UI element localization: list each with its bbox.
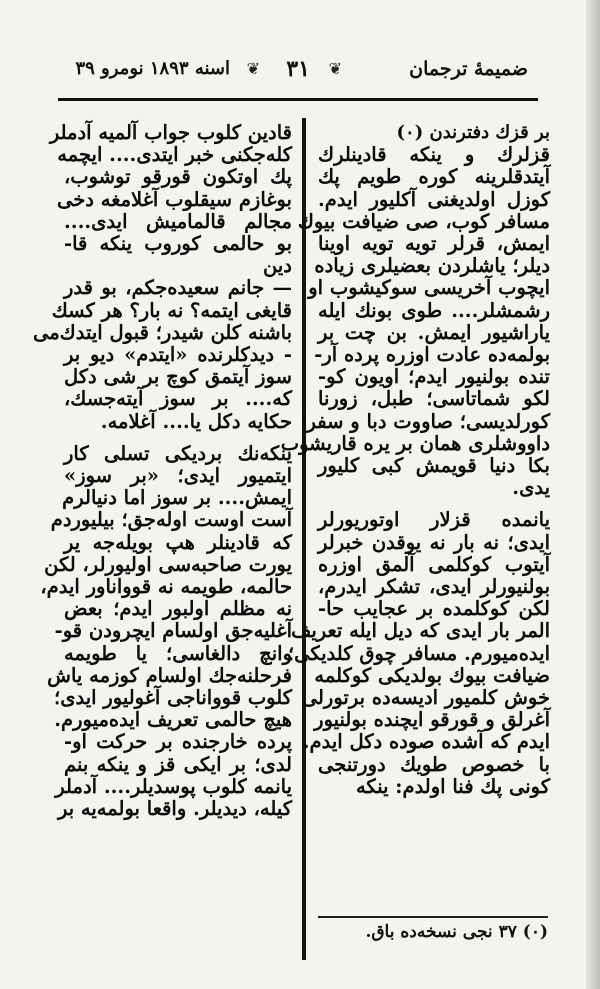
text-line: قادين كلوب جواب آلميه آدملر [49,121,292,144]
text-line: قزلرك و ينكه قادينلرك [318,143,550,167]
text-line: لكن كوكلمده بر عجايب حا- [318,597,550,621]
ornament-icon: ❦ [328,59,342,78]
text-line: كله‌جكنى خبر ايتدى.... ايچمه [57,143,292,167]
text-line: حكايه دكل يا.... آغلامه. [100,409,292,433]
text-line: بكا دنيا قويمش كبى كليور [318,454,550,478]
right-column [280,122,550,798]
text-line: ضيافت بيوك بولديكى كوكلمه [314,663,550,687]
text-line: يانمه كلوب پوسديلر.... آدملر [55,774,292,798]
text-line: ايمش، قرلر تويه تويه اوينا [318,232,550,256]
text-line: كيله، ديديلر. واقعا بولمه‌يه بر [57,797,292,821]
text-line: دين [263,254,292,278]
text-line: ايده‌ميورم. مسافر چوق كلديكى؛ [287,641,550,665]
text-line: باشنه كلن شيدر؛ قبول ايتدك‌مى [32,320,292,344]
text-line: مسافر كوب، صى ضيافت بيوك [297,209,550,233]
text-line: وانچ دالغاسى؛ يا طويمه [64,641,292,665]
text-line: آغرلق و قورقو ايچنده بولنيور [314,708,550,732]
header-title: ضميمهٔ ترجمان [409,58,528,80]
text-line: - ديدكلرنده «ايتدم» ديو بر [64,343,292,367]
text-line: كه قادينلر هپ بويله‌جه ير [64,530,292,554]
left-column-text [32,121,292,821]
text-line: آيتوب كوكلمى آلمق اوزره [318,552,550,576]
text-line: آغليه‌جق اولسام ايچرودن قو- [54,619,292,643]
text-line: بوغازم سيقلوب آغلامغه دخى [56,187,292,211]
text-line: پرده خارجنده بر حركت او- [64,730,292,754]
text-line: — جانم سعيده‌جكم، بو قدر [64,276,292,300]
text-line: رشمشلر.... طوى بونك ايله [318,298,550,322]
text-line: يانمده قزلار اوتوريورلر [318,508,550,532]
text-line: فرحلنه‌جك اولسام كوزمه ياش [47,663,292,687]
text-line: ينكه‌نك برديكى تسلى كار [64,441,292,465]
text-line: بولمه‌ده عادت اوزره پرده آر- [314,343,550,367]
text-line: با خصوص طويك دورتنجى [318,752,550,776]
header-rule [58,98,538,101]
column-divider [302,118,306,960]
text-line: ايدى؛ نه بار نه يوقدن خبرلر [318,530,550,554]
text-line: لكو شماتاسى؛ طبل، زورنا [318,387,550,411]
text-line: مجالم قالماميش ايدى.... [64,209,292,233]
header-date: اسنه ١٨٩٣ نومرو ٣٩ [75,58,230,79]
footnote-rule [318,916,548,918]
text-line: يدى. [512,476,550,500]
text-line: ياراشيور ايمش. بن چت بر [318,320,550,344]
text-line: آست اوست اوله‌جق؛ بيليوردم [50,508,292,532]
ornament-icon: ❦ [246,59,260,78]
text-line: كه.... بر سوز آيته‌جسك، [64,387,292,411]
text-line: كورلديسى؛ صاووت دبا و سفرا [301,409,550,433]
text-line: ايمش.... بر سوز اما دنيالرم [62,486,292,510]
text-line: بو حالمى كوروب ينكه قا- [64,232,292,256]
text-line: نه مظلم اولبور ايدم؛ بعض [64,597,292,621]
text-line: يورت صاحبه‌سى اوليورلر، لكن [44,552,292,576]
text-line: المر بار ايدى كه ديل ايله تعريف [291,619,550,643]
text-line: ديلر؛ ياشلردن بعضيلرى زياده [314,254,550,278]
text-line: كلوب قوواناجى آغوليور ايدى؛ [54,686,292,710]
text-line: لدى؛ بر ايكى قز و ينكه بنم [64,752,292,776]
text-line: قايغى ايتمه؟ نه بار؟ هر كسك [51,298,292,322]
text-line: سوز آيتمق كوچ بر شى دكل [64,365,292,389]
section-title: بر قزك دفترندن (٠) [396,122,550,143]
text-line: داووشلرى همان بر يره قاريشوب [280,431,550,455]
page-header [52,52,542,92]
right-column-text [280,143,550,798]
text-line: آيتدقلرينه كوره طويم پك [318,165,550,189]
page-edge-shadow [586,0,600,989]
text-line: حالمه، طويمه نه قوواناور ايدم، [40,575,292,599]
text-line: كوزل اولديغنى آكليور ايدم. [318,187,550,211]
left-column [32,121,292,821]
text-line: هيچ حالمى تعريف ايده‌ميورم. [54,708,292,732]
text-line: ايدم كه آشده صوده دكل ايدم. [302,730,550,754]
text-line: تنده بولنيور ايدم؛ اويون كو- [318,365,550,389]
text-line: كونى پك فنا اولدم: ينكه [355,774,550,798]
footnote: (٠) ٣٧ نجى نسخه‌ده باق. [365,922,548,942]
text-line: ايتميور ايدى؛ «بر سوز» [64,464,292,488]
text-line: پك اوتكون قورقو توشوب، [64,165,292,189]
text-line: بولنيورلر ايدى، تشكر ايدرم، [318,575,550,599]
text-line: ايچوب آخريسى سوكيشوب او [308,276,550,300]
text-line: خوش كلميور اديسه‌ده برتورلى [301,686,550,710]
header-page-number: ٣١ [286,56,310,82]
